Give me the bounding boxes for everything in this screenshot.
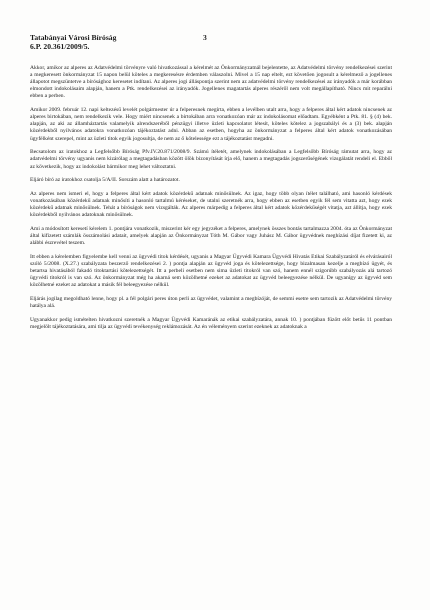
page-number: 3: [203, 33, 207, 42]
paragraph-6: Ami a módosított keresetí kérelem 1. pontjára vonatkozik, miszerint kér egy jegyzéket a felperes, amelynek összes bontás tartalmazza 2004. óta az Önkormányzat által kifizetett számlák összámolási adatait, amelyek alapján az Önkormányzat Tóth M. Gábor vagy Juhász M. Gábor ügyvédnek meghízási díjat fizetett ki, az alábbi észrevétel teszem.: [30, 226, 392, 247]
paragraph-2: Amikor 2009. február 12. napi keltezésű levelét polgármester úr a felperesnek megírta, ebben a levélben utalt arra, hogy a felperes által kért adatok nincsenek az alperes birtokában, nem rendelkezik vele. Hogy miért nincsenek a birtokában arra vonatkozóan már az indokolásomat előadtam. Egyébként a Ptk. 81. § (4) bek. alapján, az aki az államháztartás valamelyik alrendszeréből pénzügyi illetve üzleti kapcsolatot létesít, köteles kötelez a jogszabályi és a (3) bek. alapján közérdekből nyilvános adatokra vonatkozóan tájékoztatást adni. Abban az esetben, hogyha az önkormányzat a felperes által kért adatok vonatkozásában ügyfélként szerepel, mint az üzleti titok egyik jogosultja, de nem az ő kötelessége ezt a tájékoztatást megadni.: [30, 107, 392, 142]
paragraph-1: Akkor, amikor az alperes az Adatvédelmi törvényre való hivatkozással a kérelmét az Önkormányzatnál bejelentette, az Adatvédelmi törvény rendelkezései szerint a megkeresett önkormányzat 15 napon belül köteles a megkeresésre érdemben válaszolni. Mivel a 15 nap eltelt, ezt követően jogosult a kérelmező a jogellenes állapotot megszüntetve a bírósághoz keresetet indítani. Az alperes jogi álláspontja szerint nem az adatvédelmi törvény rendelkezései az irányadók a már korábban elmondott indokolásaim alapján, hanem a Ptk. rendelkezései az irányadók. Jogellenes magatartás alperes részéről nem volt megállapítható. Nincs mit reparálni ebben a perben.: [30, 65, 392, 100]
paragraph-8: Eljárás jogilag megoldható lenne, hogy pl. a fél polgári peres úton perli az ügyvédet, valamint a megbízóját, de semmi esetre sem tartozik az Adatvédelmi törvény hatálya alá.: [30, 296, 392, 310]
paragraph-5: Az alperes nem ismeri el, hogy a felperes által kért adatok közérdekű adatnak minősülnek. Az igaz, hogy több olyan ítélet található, ami hasonló kérdések vonatkozásában közérdekű adatnak minősíti a hasonló tartalmú kéréseket, de utalni szeretnék arra, hogy ebben az esetben egyik fél sem vitatta azt, hogy ezek közérdekű adatnak minősülnek. Tehát a bíróságok nem vizsgálták. Az alperes márpedig a felperes által kért adatok közérdekűségét vitatja, azt állítja, hogy ezek közérdekből nyilvános adatoknak minősülnek.: [30, 191, 392, 219]
court-name: Tatabányai Városi Bíróság: [30, 33, 117, 42]
paragraph-4: Eljáró bíró az iratokhoz csatolja 5/A/II. Sorszám alatt a határozatot.: [30, 177, 180, 184]
document-body: [30, 65, 392, 338]
paragraph-9: Ugyanakkor pedig ismételten hivatkozni szeretnék a Magyar Ügyvédi Kamaránák az etikai szabályzatára, annak 10. ) pontjában füzött előt betűs 11 pontban megjelölt tájékoztatására, ami tilja az ügyvédi tevékenység reklámozását. Az én véleményem szerint ezeknek az adatoknak a: [30, 317, 392, 331]
paragraph-3: Becsatolom az iratokhoz a Legfelsőbb Bíróság Pfv.IV.20.871/2008/9. Számú ítéletét, amelynek indokolásában a Legfelsőbb Bíróság rámutat arra, hogy az adatvédelmi törvény ugyanis nem kizárólag a megtagadásban között ölök bizonyítását írja elő, hanem a megtagadás jogszerűségének vizsgálatát rendeli el. Ebből az következik, hogy az indokolást bármikor meg lehet változtatni.: [30, 149, 392, 170]
document-header: [30, 33, 116, 51]
case-number: 6.P. 20.361/2009/5.: [30, 42, 90, 51]
paragraph-7: Itt ebben a kérelemben figyelembe kell venni az ügyvédi titok kérdését, ugyanis a Magyar Ügyvédi Kamara Ügyvédi Hivatás Etikai Szabályzatáról és elvárásairól szóló 5/2008. (X.27.) szabályzata beszerző rendelkezései 2. ) pontja alapján az ügyvéd joga és kötelezettsége, hogy bizalmasan kezelje a megbízó ügyét, és betartsa hivatásából fakadó titoktartási kötelezettségét. Itt a perbeli esetben nem sima üzleti titokról van szó, hanem ennél szigorúbb szabályozás alá tartozó ügyvédi titokról is van szó. Az önkormányzat még ha akarná sem közölhetné ezeket az adatokat az ügyvéd beleegyezése nélkül. De ugyanígy az ügyvéd sem közölhetné ezeket az adatokat a másik fél beleegyezése nélkül.: [30, 254, 392, 289]
